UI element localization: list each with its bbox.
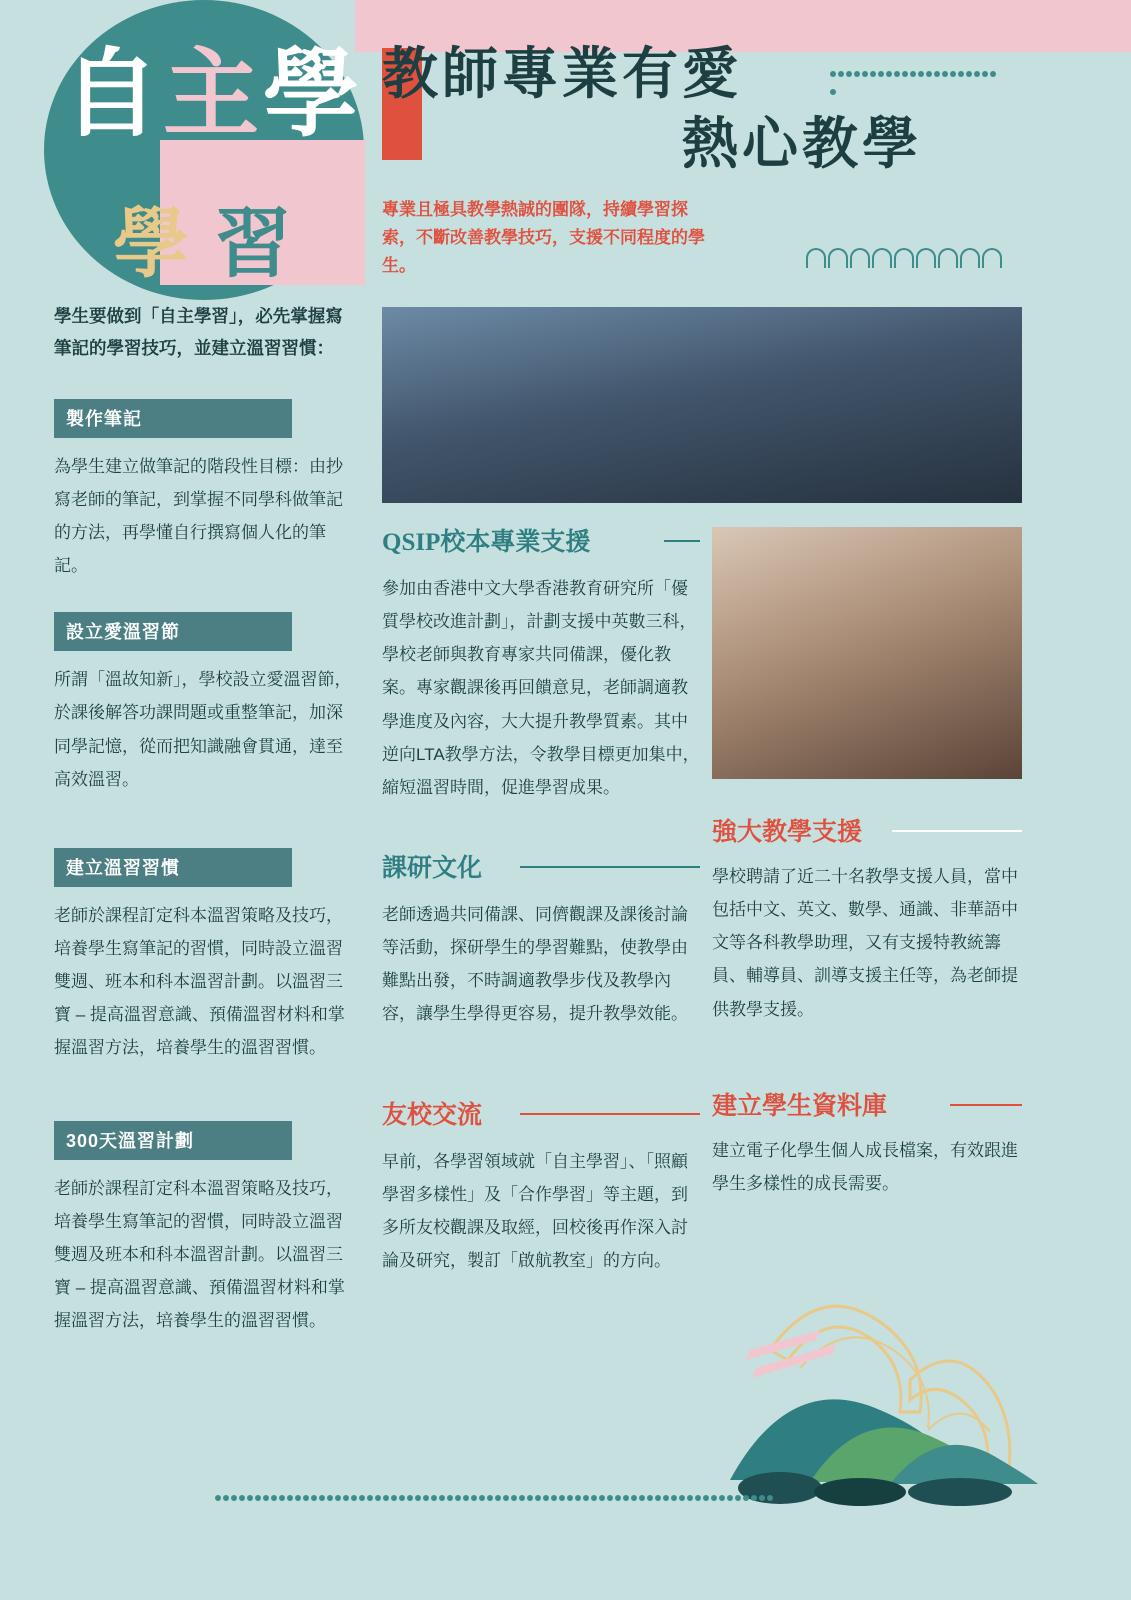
dot <box>830 71 836 77</box>
dot <box>591 1495 597 1501</box>
arch-shape <box>850 248 870 268</box>
dot <box>295 1495 301 1501</box>
dotted-decoration-top <box>830 64 1000 76</box>
dot <box>463 1495 469 1501</box>
dot <box>990 71 996 77</box>
dot <box>455 1495 461 1501</box>
dot <box>359 1495 365 1501</box>
dotted-decoration-bottom <box>215 1488 775 1504</box>
dot <box>535 1495 541 1501</box>
dot <box>950 71 956 77</box>
dot <box>303 1495 309 1501</box>
section-body-300-day-plan: 老師於課程訂定科本溫習策略及技巧，培養學生寫筆記的習慣，同時設立溫習雙週及班本和科本溫習計劃。以溫習三寶 – 提高溫習意識、預備溫習材料和掌握溫習方法，培養學生的溫習習慣。 <box>54 1178 345 1331</box>
dot <box>447 1495 453 1501</box>
section-heading-qsip <box>382 522 700 558</box>
dot <box>902 71 908 77</box>
dot <box>703 1495 709 1501</box>
dot <box>878 71 884 77</box>
section-body-revision-session: 所謂「溫故知新」，學校設立愛溫習節，於課後解答功課問題或重整筆記，加深同學記憶，從而把知識融會貫通，達至高效溫習。 <box>54 670 352 789</box>
dot <box>846 71 852 77</box>
classroom-group-discussion-photo <box>382 307 1022 503</box>
dot <box>862 71 868 77</box>
section-heading-school-exchange-text: 友校交流 <box>382 1101 483 1129</box>
dot <box>655 1495 661 1501</box>
dot <box>519 1495 525 1501</box>
dot <box>239 1495 245 1501</box>
dot <box>607 1495 613 1501</box>
header-lead-text: 專業且極具教學熱誠的團隊，持續學習探索，不斷改善教學技巧，支援不同程度的學生。 <box>382 200 705 276</box>
dot <box>934 71 940 77</box>
dot <box>727 1495 733 1501</box>
dot <box>687 1495 693 1501</box>
section-heading-school-exchange <box>382 1095 700 1131</box>
left-column <box>54 300 354 1367</box>
dot <box>495 1495 501 1501</box>
section-heading-teaching-support-text: 強大教學支援 <box>712 819 863 846</box>
dot <box>319 1495 325 1501</box>
page-title <box>382 40 942 180</box>
dot <box>559 1495 565 1501</box>
heading-rule <box>664 540 700 542</box>
dot <box>471 1495 477 1501</box>
arch-shape <box>938 248 958 268</box>
right-column <box>712 812 1022 1200</box>
dot <box>223 1495 229 1501</box>
dot <box>711 1495 717 1501</box>
section-heading-300-day-plan: 300天溫習計劃 <box>54 1121 292 1160</box>
section-body-lesson-study: 老師透過共同備課、同儕觀課及課後討論等活動，探研學生的學習難點，使教學由難點出發，不時調適教學步伐及教學內容，讓學生學得更容易，提升教學效能。 <box>382 904 688 1024</box>
logo <box>55 25 365 290</box>
dot <box>679 1495 685 1501</box>
arch-shape <box>828 248 848 268</box>
dot <box>431 1495 437 1501</box>
dot <box>279 1495 285 1501</box>
dot <box>263 1495 269 1501</box>
dot <box>343 1495 349 1501</box>
dot <box>854 71 860 77</box>
dot <box>487 1495 493 1501</box>
heading-rule <box>892 830 1022 832</box>
dot <box>575 1495 581 1501</box>
section-heading-student-database-text: 建立學生資料庫 <box>712 1092 888 1120</box>
dot <box>838 71 844 77</box>
dot <box>926 71 932 77</box>
section-body-qsip: 參加由香港中文大學香港教育研究所「優質學校改進計劃」，計劃支援中英數三科，學校老師與教育專家共同備課，優化教案。專家觀課後再回饋意見，老師調適教學進度及內容，大大提升教學質素。其中逆向LTA教學方法，令教學目標更加集中，縮短溫習時間，促進學習成果。 <box>382 579 700 797</box>
logo-char-1: 自 <box>63 41 159 148</box>
dot <box>695 1495 701 1501</box>
dot <box>743 1495 749 1501</box>
dot <box>671 1495 677 1501</box>
photo-background <box>712 527 1022 779</box>
arch-shape <box>916 248 936 268</box>
dot <box>231 1495 237 1501</box>
section-heading-qsip-text: QSIP校本專業支援 <box>382 529 591 556</box>
dot <box>631 1495 637 1501</box>
dot <box>423 1495 429 1501</box>
middle-column <box>382 522 700 1277</box>
dot <box>391 1495 397 1501</box>
arch-shape <box>872 248 892 268</box>
dot <box>287 1495 293 1501</box>
dot <box>215 1495 221 1501</box>
dot <box>870 71 876 77</box>
section-heading-teaching-support <box>712 812 1022 848</box>
dot <box>830 89 836 95</box>
section-body-teaching-support: 學校聘請了近二十名教學支援人員，當中包括中文、英文、數學、通識、非華語中文等各科教學助理，又有支援特教統籌員、輔導員、訓導支援主任等，為老師提供教學支援。 <box>712 867 1018 1019</box>
heading-rule <box>520 866 700 868</box>
logo-char-5: 習 <box>215 203 291 287</box>
dot <box>958 71 964 77</box>
section-body-student-database: 建立電子化學生個人成長檔案，有效跟進學生多樣性的成長需要。 <box>712 1140 1018 1193</box>
arch-shape <box>960 248 980 268</box>
dot <box>407 1495 413 1501</box>
logo-char-4: 學 <box>113 203 189 287</box>
dot <box>327 1495 333 1501</box>
arch-shape <box>982 248 1002 268</box>
section-heading-lesson-study <box>382 848 700 884</box>
dot <box>767 1495 773 1501</box>
dot <box>439 1495 445 1501</box>
dot <box>982 71 988 77</box>
dot <box>415 1495 421 1501</box>
dot <box>335 1495 341 1501</box>
dot <box>583 1495 589 1501</box>
dot <box>367 1495 373 1501</box>
dot <box>719 1495 725 1501</box>
dot <box>503 1495 509 1501</box>
section-heading-note-making: 製作筆記 <box>54 399 292 438</box>
dot <box>910 71 916 77</box>
dot <box>599 1495 605 1501</box>
heading-rule <box>950 1104 1022 1106</box>
dot <box>351 1495 357 1501</box>
dot <box>886 71 892 77</box>
dot <box>751 1495 757 1501</box>
dot <box>479 1495 485 1501</box>
dot <box>894 71 900 77</box>
dot <box>543 1495 549 1501</box>
dot <box>942 71 948 77</box>
dot <box>567 1495 573 1501</box>
arch-shape <box>894 248 914 268</box>
mountain-decoration <box>660 1230 1080 1520</box>
dot <box>271 1495 277 1501</box>
dot <box>663 1495 669 1501</box>
section-body-revision-habit: 老師於課程訂定科本溫習策略及技巧，培養學生寫筆記的習慣，同時設立溫習雙週、班本和科本溫習計劃。以溫習三寶 – 提高溫習意識、預備溫習材料和掌握溫習方法，培養學生的溫習習慣。 <box>54 905 345 1058</box>
dot <box>511 1495 517 1501</box>
dot <box>247 1495 253 1501</box>
logo-char-2: 主 <box>163 41 259 148</box>
dot <box>375 1495 381 1501</box>
arch-decoration <box>806 248 1024 274</box>
dot <box>615 1495 621 1501</box>
left-intro-text: 學生要做到「自主學習」，必先掌握寫筆記的學習技巧，並建立溫習習慣： <box>54 306 343 359</box>
dot <box>623 1495 629 1501</box>
section-heading-revision-session: 設立愛溫習節 <box>54 612 292 651</box>
section-heading-revision-habit: 建立溫習習慣 <box>54 848 292 887</box>
dot <box>966 71 972 77</box>
photo-background <box>382 307 1022 503</box>
dot <box>918 71 924 77</box>
dot <box>527 1495 533 1501</box>
dot <box>647 1495 653 1501</box>
dot <box>399 1495 405 1501</box>
dot <box>639 1495 645 1501</box>
section-body-school-exchange: 早前，各學習領域就「自主學習」、「照顧學習多樣性」及「合作學習」等主題，到多所友校觀課及取經，回校後再作深入討論及研究，製訂「啟航教室」的方向。 <box>382 1151 688 1270</box>
section-heading-student-database <box>712 1086 1022 1122</box>
page-title-line2: 熱心教學 <box>682 114 922 176</box>
dot <box>551 1495 557 1501</box>
dot <box>255 1495 261 1501</box>
dot <box>759 1495 765 1501</box>
dot <box>383 1495 389 1501</box>
dot <box>311 1495 317 1501</box>
page-title-line1: 教師專業有愛 <box>382 44 742 106</box>
dot <box>974 71 980 77</box>
logo-char-3: 學 <box>263 41 359 148</box>
section-heading-lesson-study-text: 課研文化 <box>382 854 483 882</box>
dot <box>735 1495 741 1501</box>
arch-shape <box>806 248 826 268</box>
teacher-student-guidance-photo <box>712 527 1022 779</box>
section-body-note-making: 為學生建立做筆記的階段性目標：由抄寫老師的筆記，到掌握不同學科做筆記的方法，再學懂自行撰寫個人化的筆記。 <box>54 456 343 576</box>
heading-rule <box>520 1113 700 1115</box>
